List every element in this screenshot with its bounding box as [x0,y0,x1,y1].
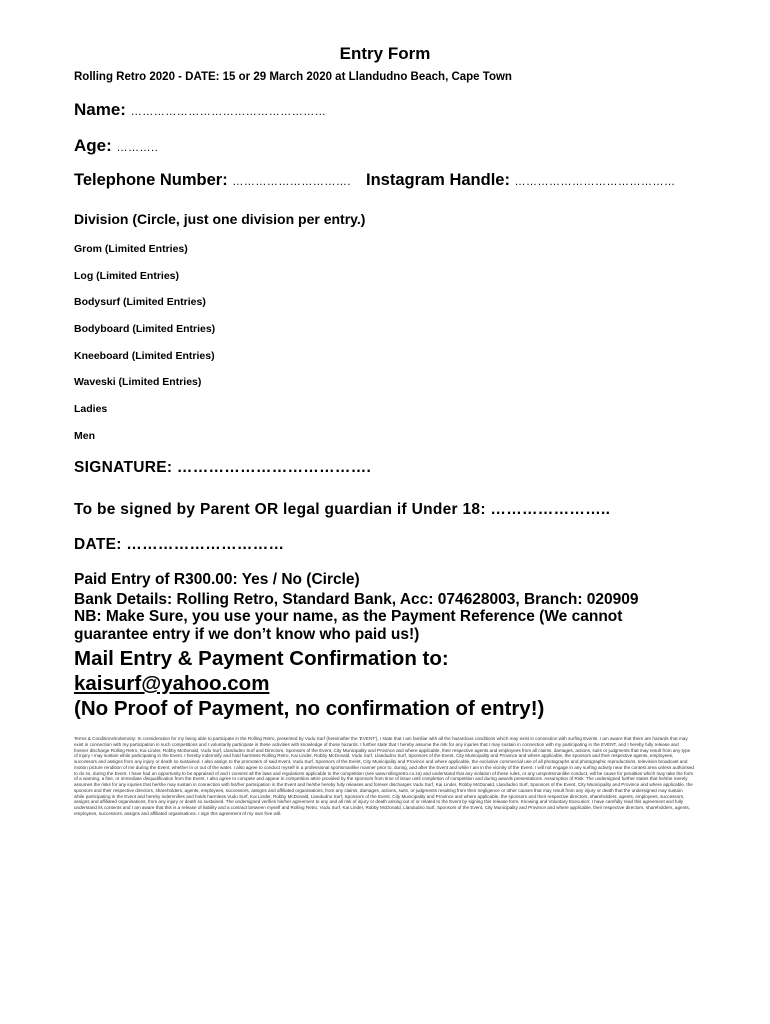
proof-of-payment-note: (No Proof of Payment, no confirmation of entry!) [74,697,545,720]
nb-line-2: guarantee entry if we don’t know who paid us!) [74,626,420,643]
paid-entry-line: Paid Entry of R300.00: Yes / No (Circle) [74,571,360,588]
email-link[interactable]: kaisurf@yahoo.com [74,672,270,695]
phone-label: Telephone Number: [74,171,228,189]
division-heading: Division (Circle, just one division per entry.) [74,211,366,227]
age-dots: ……….. [116,142,159,154]
page-title: Entry Form [339,44,431,63]
name-dots: …………………………………………… [130,106,327,118]
signature-line: SIGNATURE: ………………………………. [74,459,372,476]
event-subtitle: Rolling Retro 2020 - DATE: 15 or 29 March 2020 at Llandudno Beach, Cape Town [74,71,512,83]
division-item-bodyboard: Bodyboard (Limited Entries) [74,323,216,335]
date-line: DATE: ………………………… [74,536,285,553]
division-item-men: Men [74,430,95,442]
age-field [74,136,158,156]
division-item-kneeboard: Kneeboard (Limited Entries) [74,350,215,362]
division-item-log: Log (Limited Entries) [74,270,179,282]
phone-field [74,171,351,190]
division-item-grom: Grom (Limited Entries) [74,243,188,255]
instagram-label: Instagram Handle: [366,171,510,189]
mail-heading: Mail Entry & Payment Confirmation to: [74,647,449,670]
age-label: Age: [74,136,112,155]
name-field [74,100,326,120]
division-item-bodysurf: Bodysurf (Limited Entries) [74,296,206,308]
guardian-signature-line: To be signed by Parent OR legal guardian if Under 18: ………………….. [74,501,611,518]
instagram-dots: …………………………………… [514,176,676,188]
name-label: Name: [74,100,126,119]
nb-line-1: NB: Make Sure, you use your name, as the Payment Reference (We cannot [74,608,623,625]
division-item-waveski: Waveski (Limited Entries) [74,376,202,388]
instagram-field [366,171,676,190]
terms-and-conditions: Terms & Conditions/Indemnity: In consideration for my being able to participate in the Rolling Retro, presented by Vudu Surf (hereinafter the 'EVENT'), I state that I am familiar with all the hazardous conditions which may exist in connection with surfing Events. I am aware that there are hazards that may exist in connection with my participation in such competitions and I voluntarily participate in these activities with knowledge of those hazards. I further state that I hereby assume the risk for any injuries that I may sustain in connection with my participating in the EVENT, and I hereby fully release and forever discharge Rolling Retro, Kai Linder, Robby McDonald, Vudu Surf, Llandudno Surf and Directors, Sponsors of the Event, City Municipality and Province and where applicable, their respective agents and employees from all claims, damages, actions, suits or judgments that may result from any type of injury I may sustain while participating in the Event. I hereby indemnify and hold harmless Rolling Retro, Kai Linder, Robby McDonald, Vudu Surf, Llandudno Surf, Sponsors of the Event, City Municipality and Province and where applicable, the sponsors and their respective agents, employees, successors and assigns from any injury or death so sustained. I also assign to the promoters of said Event, Vudu Surf, Sponsors of the Event, City Municipality and Province and where applicable, the exclusive commercial use of all photographs and photographic reproductions, television broadcast and motion picture rendition of me during the Event, whether in or out of the water. I also agree to conduct myself in a professional sportsmanlike manner prior to, during, and after the Event and while I am in the vicinity of the Event. I will not engage in any surfing activity near the contest area unless authorised to do so, during the Event. I have had an opportunity to be appraised of and I consent all the laws and regulations applicable to the competition (see www.rollingretro.co.za) and understand that any violation of these rules, or any unsportsmanlike conduct, will be cause for penalties which may take the form of a warning, a fine, or immediate disqualification from the Event. I also agree to compete and appear in competition attire provided by the sponsors from time of issue until completion of competition and during awards presentations. Assumption of Risk: The undersigned further states that he/she merely assumes the risks for any injuries that he/she may sustain in connection with his/her participation in the Event and he/she hereby fully releases and forever discharges Vudu Surf, Kai Linder, Robby McDonald, Llandudno Surf, Sponsors of the Event, City Municipality and Province and where applicable, the sponsors and their respective directors, shareholders, agents, employees, successors, assigns and affiliated organisations, from any claims, damages, actions, suits, or judgments resulting from their negligence or other causes that may result from any injury or death that the undersigned may sustain while participating in the Event and hereby indemnifies and holds harmless Vudu Surf, Kai Linder, Robby McDonald, Llandudno Surf, Sponsors of the Event, City Municipality and Province and where applicable, the sponsors and their respective directors, shareholders, agents, employees, successors, assigns and affiliated organisations, from any injury or death so sustained. The undersigned verifies his/her agreement to any and all risk of injury or death arising out of or related to the Event by signing this release form. Knowing and Voluntary Execution: I have carefully read this agreement and fully understand its contents and I am aware that this is a release of liability and a contract between myself and Rolling Retro, Vudu Surf, Kai Linder, Robby McDonald, Llandudno Surf, Sponsors of the Event, City Municipality and Province and where applicable, their respective directors, shareholders, agents, employees, successors, assigns and affiliated organisations. I sign this agreement of my own free will. [74,736,694,816]
bank-details-line: Bank Details: Rolling Retro, Standard Bank, Acc: 074628003, Branch: 020909 [74,591,639,608]
division-item-ladies: Ladies [74,403,108,415]
phone-dots: …………………………. [232,176,351,188]
